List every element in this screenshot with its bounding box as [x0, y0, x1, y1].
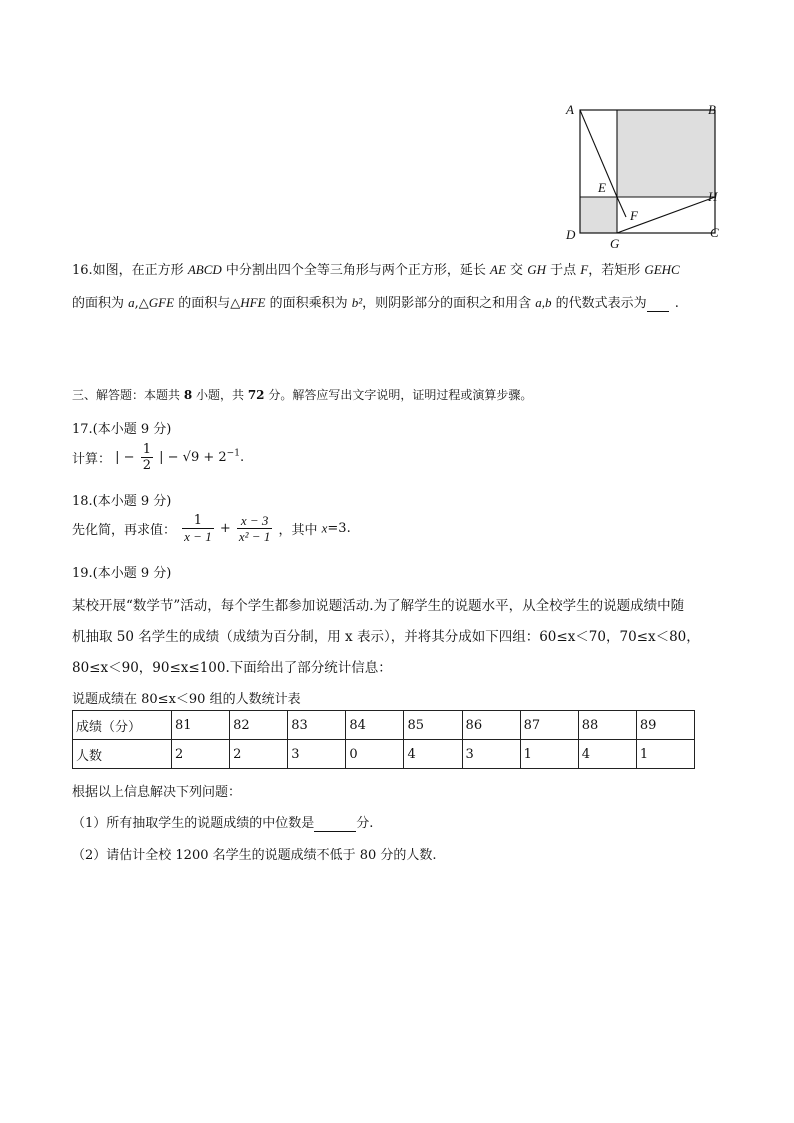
table-cell: 83	[288, 711, 346, 740]
q17-heading: 17.(本小题 9 分)	[72, 422, 172, 437]
label-b: B	[708, 102, 716, 117]
table-cell: 87	[520, 711, 578, 740]
table-cell: 86	[462, 711, 520, 740]
q17-expression: 计算： | − $\frac{1}{2}$ | − $√9 + 2^{-1}$.	[72, 442, 245, 473]
q19-paragraph-1: 某校开展“数学节”活动，每个学生都参加说题活动.为了解学生的说题水平，从全校学生的说题成绩中随	[72, 598, 685, 614]
q19-prompt: 根据以上信息解决下列问题：	[72, 785, 242, 800]
label-h: H	[708, 189, 718, 204]
table-cell: 85	[404, 711, 462, 740]
table-cell: 89	[636, 711, 694, 740]
q19-table-title: 说题成绩在 80≤x＜90 组的人数统计表	[72, 692, 301, 707]
score-count-table	[72, 710, 695, 769]
q19-heading: 19.(本小题 9 分)	[72, 566, 172, 581]
label-e: E	[598, 180, 606, 195]
table-cell: 0	[346, 740, 404, 769]
table-cell: 1	[520, 740, 578, 769]
q19-paragraph-3: 80≤x＜90，90≤x≤100.下面给出了部分统计信息：	[72, 660, 392, 676]
q16-line1: 16.如图，在正方形 ABCD 中分割出四个全等三角形与两个正方形，延长 AE 交 GH 于点 F，若矩形 GEHC	[72, 262, 680, 278]
table-cell: 2	[230, 740, 288, 769]
table-cell: 81	[172, 711, 230, 740]
q17-fraction: $\frac{1}{2}$	[142, 442, 151, 473]
table-cell: 4	[404, 740, 462, 769]
square-figure	[560, 98, 730, 250]
table-cell: 3	[462, 740, 520, 769]
q16-line2: 的面积为 a,△GFE 的面积与△HFE 的面积乘积为 b²，则阴影部分的面积之和用含 a,b 的代数式表示为 .	[72, 295, 679, 311]
label-f: F	[630, 208, 638, 223]
table-cell: 88	[578, 711, 636, 740]
label-g: G	[610, 236, 620, 250]
q18-heading: 18.(本小题 9 分)	[72, 494, 172, 509]
median-answer-blank	[314, 816, 356, 832]
q19-paragraph-2: 机抽取 50 名学生的成绩（成绩为百分制，用 x 表示），并将其分成如下四组：60≤x＜70，70≤x＜80，	[72, 629, 700, 645]
label-d: D	[566, 227, 576, 242]
table-row-counts	[73, 740, 695, 769]
section-3-heading: 三、解答题：本题共 8 小题，共 72 分。解答应写出文字说明，证明过程或演算步骤。	[72, 388, 533, 402]
q18-expression: 先化简，再求值： $\frac{1}{x - 1}$ + $\frac{x - 3}{\text{x² − 1}}$ ，其中 x=3.	[72, 513, 351, 544]
table-cell: 成绩（分）	[73, 711, 172, 740]
q19-sub-1: （1）所有抽取学生的说题成绩的中位数是 分.	[72, 816, 374, 831]
label-c: C	[710, 225, 719, 240]
shaded-square-large	[617, 110, 715, 197]
line-ef	[617, 197, 626, 217]
table-cell: 82	[230, 711, 288, 740]
table-cell: 4	[578, 740, 636, 769]
q16-answer-blank	[647, 296, 669, 312]
q19-sub-2: （2）请估计全校 1200 名学生的说题成绩不低于 80 分的人数.	[72, 848, 437, 863]
q18-fraction-2: $\frac{x - 3}{\text{x² − 1}}$	[238, 513, 271, 544]
table-row-scores	[73, 711, 695, 740]
table-cell: 3	[288, 740, 346, 769]
table-cell: 人数	[73, 740, 172, 769]
table-cell: 2	[172, 740, 230, 769]
label-a: A	[566, 102, 574, 117]
table-cell: 1	[636, 740, 694, 769]
shaded-square-small	[580, 197, 617, 233]
q18-fraction-1: $\frac{1}{x - 1}$	[184, 513, 212, 544]
table-cell: 84	[346, 711, 404, 740]
